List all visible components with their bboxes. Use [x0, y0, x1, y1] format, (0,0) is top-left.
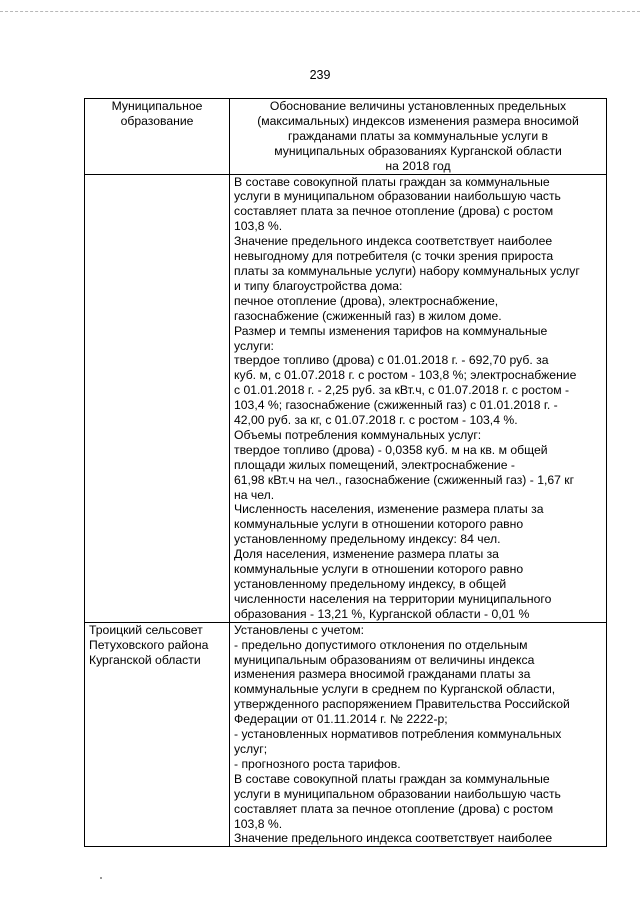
- header-text-line: Обоснование величины установленных предельных: [269, 99, 567, 113]
- text-line: услуг;: [234, 741, 268, 756]
- text-line: 103,8 %.: [234, 816, 283, 831]
- text-line: 42,00 руб. за кг, с 01.07.2018 г. с ростом - 103,4 %.: [234, 413, 518, 428]
- page-number: 239: [309, 68, 331, 82]
- text-line: В составе совокупной платы граждан за коммунальные: [234, 174, 550, 189]
- text-line: образования - 13,21 %, Курганской области - 0,01 %: [234, 606, 530, 621]
- header-text-line: (максимальных) индексов изменения размера вносимой: [257, 113, 579, 128]
- text-line: 103,8 %.: [234, 219, 283, 234]
- text-line: Доля населения, изменение размера платы за: [234, 547, 499, 562]
- text-line: куб. м, с 01.07.2018 г. с ростом - 103,8 %; электроснабжение: [234, 368, 577, 383]
- justification-cell: [230, 622, 607, 847]
- text-line: твердое топливо (дрова) - 0,0358 куб. м на кв. м общей: [234, 442, 548, 457]
- text-line: составляет плата за печное отопление (дрова) с ростом: [234, 204, 554, 219]
- text-line: на чел.: [234, 487, 275, 502]
- scan-speck: [100, 877, 102, 879]
- text-line: 61,98 кВт.ч на чел., газоснабжение (сжиженный газ) - 1,67 кг: [234, 472, 575, 487]
- justification-table: [84, 98, 607, 847]
- text-line: 103,4 %; газоснабжение (сжиженный газ) с 01.01.2018 г. -: [234, 398, 558, 413]
- text-line: Численность населения, изменение размера платы за: [234, 502, 544, 517]
- municipality-name-line: Курганской области: [89, 652, 201, 667]
- text-line: установленному предельному индексу, в общей: [234, 577, 507, 591]
- text-line: и типу благоустройства дома:: [234, 278, 403, 293]
- text-line: Значение предельного индекса соответствует наиболее: [234, 234, 553, 249]
- header-text-line: муниципальных образованиях Курганской области: [274, 143, 562, 158]
- justification-cell: [230, 174, 607, 622]
- municipality-name-line: Троицкий сельсовет: [89, 622, 203, 637]
- header-justification: [230, 99, 607, 175]
- text-line: изменения размера вносимой гражданами платы за: [234, 667, 531, 682]
- text-line: - прогнозного роста тарифов.: [234, 756, 401, 771]
- table-row: [85, 174, 607, 622]
- text-line: установленному предельному индексу: 84 чел.: [234, 532, 501, 547]
- table-row: [85, 622, 607, 847]
- text-line: невыгодному для потребителя (с точки зрения прироста: [234, 249, 554, 264]
- text-line: коммунальные услуги в отношении которого равно: [234, 517, 524, 532]
- text-line: Установлены с учетом:: [234, 622, 364, 637]
- header-municipality: [85, 99, 230, 175]
- municipality-cell: [85, 174, 230, 622]
- text-line: составляет плата за печное отопление (дрова) с ростом: [234, 801, 554, 816]
- table-header-row: [85, 99, 607, 175]
- header-text-line: на 2018 год: [385, 158, 451, 173]
- text-line: Значение предельного индекса соответствует наиболее: [234, 831, 553, 846]
- scan-border-line: [0, 11, 640, 12]
- text-line: утвержденного распоряжением Правительства Российской: [234, 697, 570, 712]
- text-line: услуги в муниципальном образовании наибольшую часть: [234, 189, 561, 204]
- municipality-name-line: Петуховского района: [89, 637, 209, 652]
- municipality-cell: [85, 622, 230, 847]
- text-line: муниципальным образованиям от величины индекса: [234, 652, 535, 667]
- text-line: печное отопление (дрова), электроснабжение,: [234, 293, 499, 308]
- text-line: - установленных нормативов потребления коммунальных: [234, 727, 562, 742]
- header-text-line: образование: [120, 113, 194, 128]
- text-line: Объемы потребления коммунальных услуг:: [234, 427, 482, 442]
- text-line: платы за коммунальные услуги) набору коммунальных услуг: [234, 263, 580, 278]
- text-line: коммунальные услуги в отношении которого равно: [234, 562, 524, 577]
- text-line: услуги:: [234, 338, 274, 353]
- text-line: численности населения на территории муниципального: [234, 591, 552, 606]
- text-line: В составе совокупной платы граждан за коммунальные: [234, 771, 550, 786]
- text-line: Федерации от 01.11.2014 г. № 2222-р;: [234, 712, 448, 727]
- text-line: площади жилых помещений, электроснабжение -: [234, 457, 515, 472]
- header-text-line: Муниципальное: [111, 99, 203, 113]
- header-text-line: гражданами платы за коммунальные услуги в: [287, 128, 549, 143]
- text-line: Размер и темпы изменения тарифов на коммунальные: [234, 323, 548, 338]
- text-line: твердое топливо (дрова) с 01.01.2018 г. - 692,70 руб. за: [234, 353, 549, 368]
- text-line: услуги в муниципальном образовании наибольшую часть: [234, 786, 561, 801]
- text-line: коммунальные услуги в среднем по Курганской области,: [234, 682, 556, 697]
- text-line: газоснабжение (сжиженный газ) в жилом доме.: [234, 308, 502, 323]
- text-line: с 01.01.2018 г. - 2,25 руб. за кВт.ч, с 01.07.2018 г. с ростом -: [234, 383, 570, 398]
- text-line: - предельно допустимого отклонения по отдельным: [234, 637, 528, 652]
